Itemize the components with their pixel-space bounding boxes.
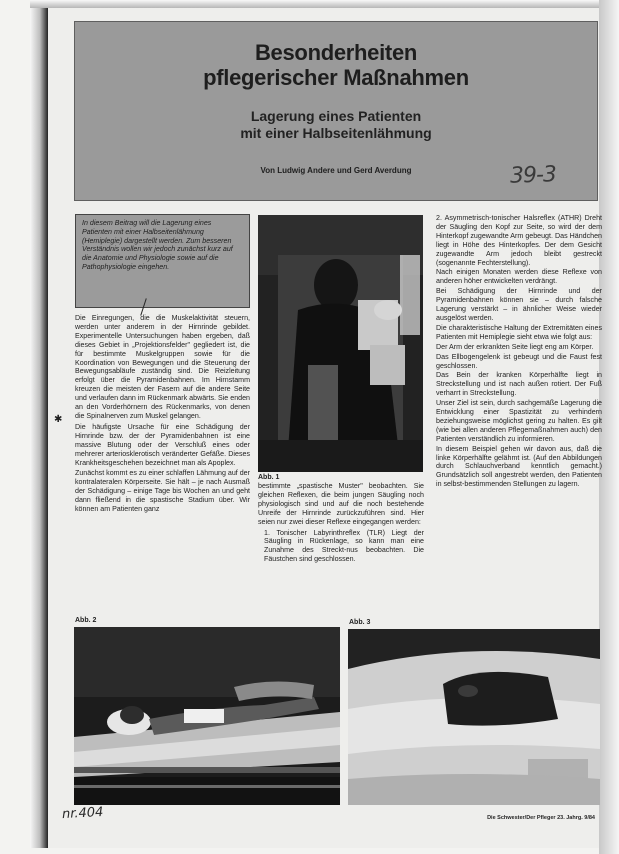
column-1 <box>75 214 250 612</box>
figure-2-photo <box>74 627 340 805</box>
figure-1-caption: Abb. 1 <box>258 474 280 481</box>
subtitle-line-1: Lagerung eines Patienten <box>250 108 422 124</box>
figure-3-caption: Abb. 3 <box>349 619 371 626</box>
figure-2-image <box>74 627 340 805</box>
paragraph: 1. Tonischer Labyrinthreflex (TLR) Liegt der Säugling in Rückenlage, so kann man eine Zunahme des Streckt-nus beobachten. Die Fäustchen sind geschlossen. <box>264 528 424 564</box>
margin-star-mark: ✱ <box>54 414 63 425</box>
intro-box: In diesem Beitrag will die Lagerung eines Patienten mit einer Halbseitenlähmung (Hemiplegie) dargestellt werden. Zum besseren Verständnis wollen wir jedoch zunächst kurz auf die Anatomie und Physiologie sowie auf die Pathophysiologie eingehen. <box>75 214 250 308</box>
column-2 <box>258 482 424 612</box>
paragraph: Die häufigste Ursache für eine Schädigung der Hirnrinde bzw. der der Pyramidenbahnen ist eine massive Blutung oder der Verschluß eines oder mehrerer arteriosklerotisch veränderter Gefäße. Dieses Krankheitsgeschehen bezeichnet man als Apoplex. <box>75 422 250 467</box>
column-3-text <box>436 214 602 489</box>
paragraph: Das Ellbogengelenk ist gebeugt und die Faust fest geschlossen. <box>436 352 602 370</box>
figure-1-photo <box>258 215 423 472</box>
figure-3-image <box>348 629 600 805</box>
paragraph: Der Arm der erkrankten Seite liegt eng am Körper. <box>436 342 594 351</box>
figure-2-caption: Abb. 2 <box>75 617 97 624</box>
title-line-2: pflegerischer Maßnahmen <box>203 65 469 90</box>
column-3 <box>436 214 602 612</box>
article-header <box>74 21 598 201</box>
column-1-text <box>75 314 250 514</box>
paragraph: 2. Asymmetrisch-tonischer Halsreflex (ATHR) Dreht der Säugling den Kopf zur Seite, so wird der dem Hinterkopf zugewandte Arm gebeugt. Das Händchen liegt in Höhe des Hinterkopfes. Der dem Gesicht zugewandte Arm jedoch bleibt gestreckt (sogenannte Fechterstellung). <box>436 214 602 267</box>
handwritten-page-note: nr.404 <box>61 804 104 823</box>
paragraph: Bei Schädigung der Hirnrinde und der Pyramidenbahnen können sie – durch falsche Lagerung verstärkt – in ähnlicher Weise wieder ausgelöst werden. <box>436 287 602 322</box>
paragraph: In diesem Beispiel gehen wir davon aus, daß die linke Körperhälfte gelähmt ist. (Auf den Abbildungen durch Schlauchverband kenntlich gemacht.) Grundsätzlich soll angestrebt werden, den Patienten in selbst-bestimmenden Stellungen zu lagern. <box>436 444 602 489</box>
paragraph: Die charakteristische Haltung der Extremitäten eines Patienten mit Hemiplegie sieht etwa wie folgt aus: <box>436 323 602 341</box>
page-left-shadow <box>30 8 48 848</box>
figure-1-image <box>258 215 423 472</box>
title-line-1: Besonderheiten <box>254 40 418 65</box>
handwritten-code: 39-3 <box>509 162 557 189</box>
paragraph: bestimmte „spastische Muster" beobachten. Sie gleichen Reflexen, die beim jungen Säugling noch physiologisch sind und auf die noch bestehende Unreife der Hirnrinde zurückzuführen sind. Hier seien nur zwei dieser Reflexe eingegangen werden: <box>258 482 424 526</box>
paragraph: Das Bein der kranken Körperhälfte liegt in Streckstellung und ist nach außen rotiert. Der Fuß verharrt in Streckstellung. <box>436 371 602 398</box>
column-2-text <box>258 482 424 564</box>
paragraph: Zunächst kommt es zu einer schlaffen Lähmung auf der kontralateralen Körperseite. Sie hält – je nach Ausmaß der Schädigung – einige Tage bis Wochen an und geht dann fließend in die spastische Stadium über. Wir können am Patienten ganz <box>75 469 250 514</box>
page-right-edge <box>599 0 619 854</box>
paragraph: Die Einregungen, die die Muskelaktivität steuern, werden unter anderem in der Hirnrinde gebildet. Experimentelle Untersuchungen haben ergeben, daß dieses Gebiet in „Projektionsfelder" gegliedert ist, die für bestimmte Muskelgruppen sowie für die Koordination von Bewegungen und die Steuerung der Bewegungsabläufe zuständig sind. Die Reizleitung erfolgt über die Pyramidenbahnen. Im Hirnstamm kreuzen die meisten der Fasern auf die andere Seite und verlaufen dann im Rückenmark abwärts. Sie enden an den Vorderhörnern des Rückenmarks, von denen die Spinalnerven zum Muskel gelangen. <box>75 314 250 420</box>
paragraph: Unser Ziel ist sein, durch sachgemäße Lagerung die Entwicklung einer Spastizität zu verhindern beziehungsweise möglichst gering zu halten. Es gilt (wie bei allen anderen Pflegemaßnahmen auch) den Patienten verständlich zu informieren. <box>436 399 602 443</box>
article-subtitle <box>75 108 597 142</box>
figure-3-photo <box>348 629 600 805</box>
subtitle-line-2: mit einer Halbseitenlähmung <box>240 125 432 141</box>
journal-footer: Die Schwester/Der Pfleger 23. Jahrg. 9/84 <box>487 815 595 821</box>
byline: Von Ludwig Andere und Gerd Averdung <box>260 166 412 175</box>
article-title <box>75 40 597 90</box>
paragraph: Nach einigen Monaten werden diese Reflexe von anderen höher entwickelten verdrängt. <box>436 268 602 286</box>
